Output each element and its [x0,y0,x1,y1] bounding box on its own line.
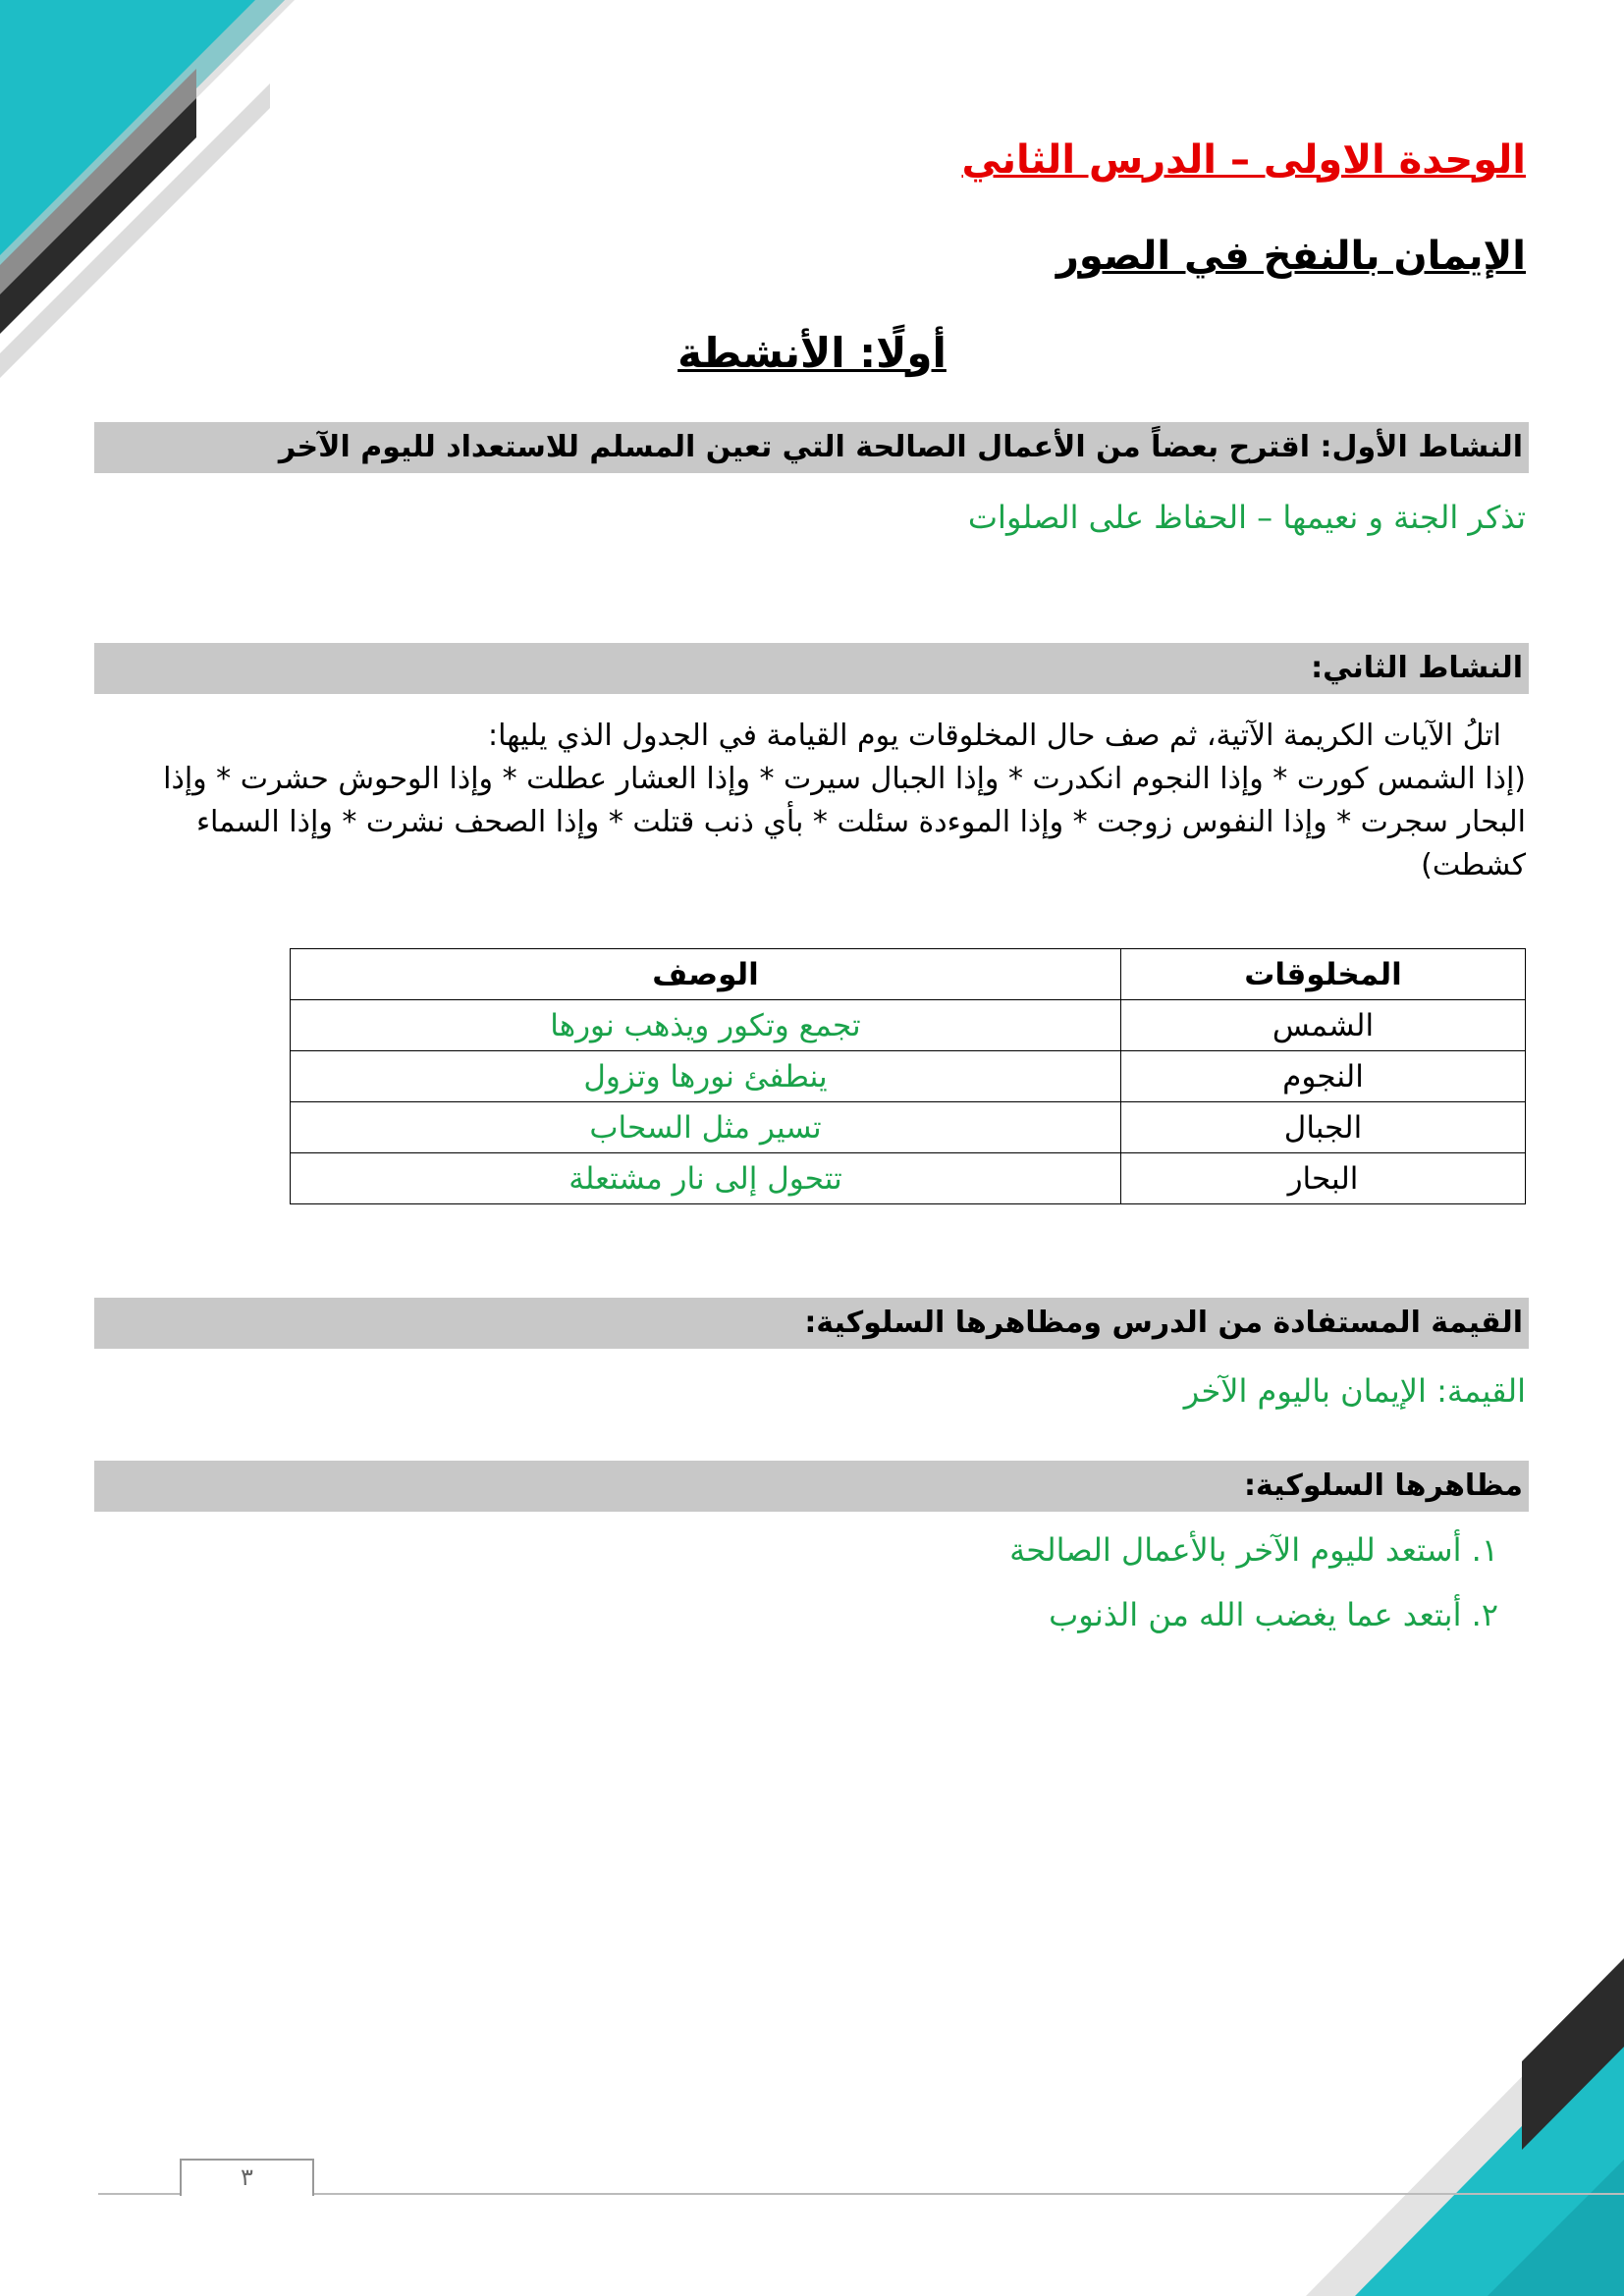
table-cell-creature: البحار [1121,1153,1526,1204]
list-item-number: ٢. [1471,1596,1498,1633]
list-item [1049,1596,1498,1633]
table-cell-creature: الشمس [1121,1000,1526,1051]
table-row [291,1000,1526,1051]
creatures-table [290,948,1526,1204]
lesson-title: الإيمان بالنفخ في الصور [1056,234,1526,279]
page-number: ٣ [180,2159,314,2196]
table-cell-creature: النجوم [1121,1051,1526,1102]
unit-title: الوحدة الاولى – الدرس الثاني [961,137,1526,183]
list-item-number: ١. [1471,1531,1498,1569]
list-item-text: أستعد لليوم الآخر بالأعمال الصالحة [1009,1531,1462,1569]
table-header-row [291,949,1526,1000]
table-cell-description: تتحول إلى نار مشتعلة [291,1153,1121,1204]
list-item-text: أبتعد عما يغضب الله من الذنوب [1049,1596,1462,1633]
table-header-description: الوصف [291,949,1121,1000]
activity2-text [151,715,1526,887]
table-row [291,1051,1526,1102]
value-answer: القيمة: الإيمان باليوم الآخر [1183,1372,1526,1410]
table-row [291,1102,1526,1153]
table-header-creature: المخلوقات [1121,949,1526,1000]
value-heading: القيمة المستفادة من الدرس ومظاهرها السلوكية: [94,1298,1529,1349]
table-row [291,1153,1526,1204]
list-item [1009,1531,1498,1569]
table-cell-description: ينطفئ نورها وتزول [291,1051,1121,1102]
table-cell-description: تسير مثل السحاب [291,1102,1121,1153]
activity2-heading: النشاط الثاني: [94,643,1529,694]
activity2-instruction: اتلُ الآيات الكريمة الآتية، ثم صف حال المخلوقات يوم القيامة في الجدول الذي يليها: [488,719,1501,753]
behaviors-heading: مظاهرها السلوكية: [94,1461,1529,1512]
activity1-heading: النشاط الأول: اقترح بعضاً من الأعمال الصالحة التي تعين المسلم للاستعداد لليوم الآخر [94,422,1529,473]
section-title: أولًا: الأنشطة [677,329,947,377]
footer-line [98,2193,1624,2195]
table-cell-description: تجمع وتكور ويذهب نورها [291,1000,1121,1051]
table-cell-creature: الجبال [1121,1102,1526,1153]
activity1-answer: تذكر الجنة و نعيمها – الحفاظ على الصلوات [967,499,1526,536]
activity2-verses: (إذا الشمس كورت * وإذا النجوم انكدرت * وإذا الجبال سيرت * وإذا العشار عطلت * وإذا الوحوش حشرت * وإذا البحار سجرت * وإذا النفوس زوجت * وإذا الموءدة سئلت * بأي ذنب قتلت * وإذا الصحف نشرت * وإذا السماء كشطت) [163,762,1526,882]
